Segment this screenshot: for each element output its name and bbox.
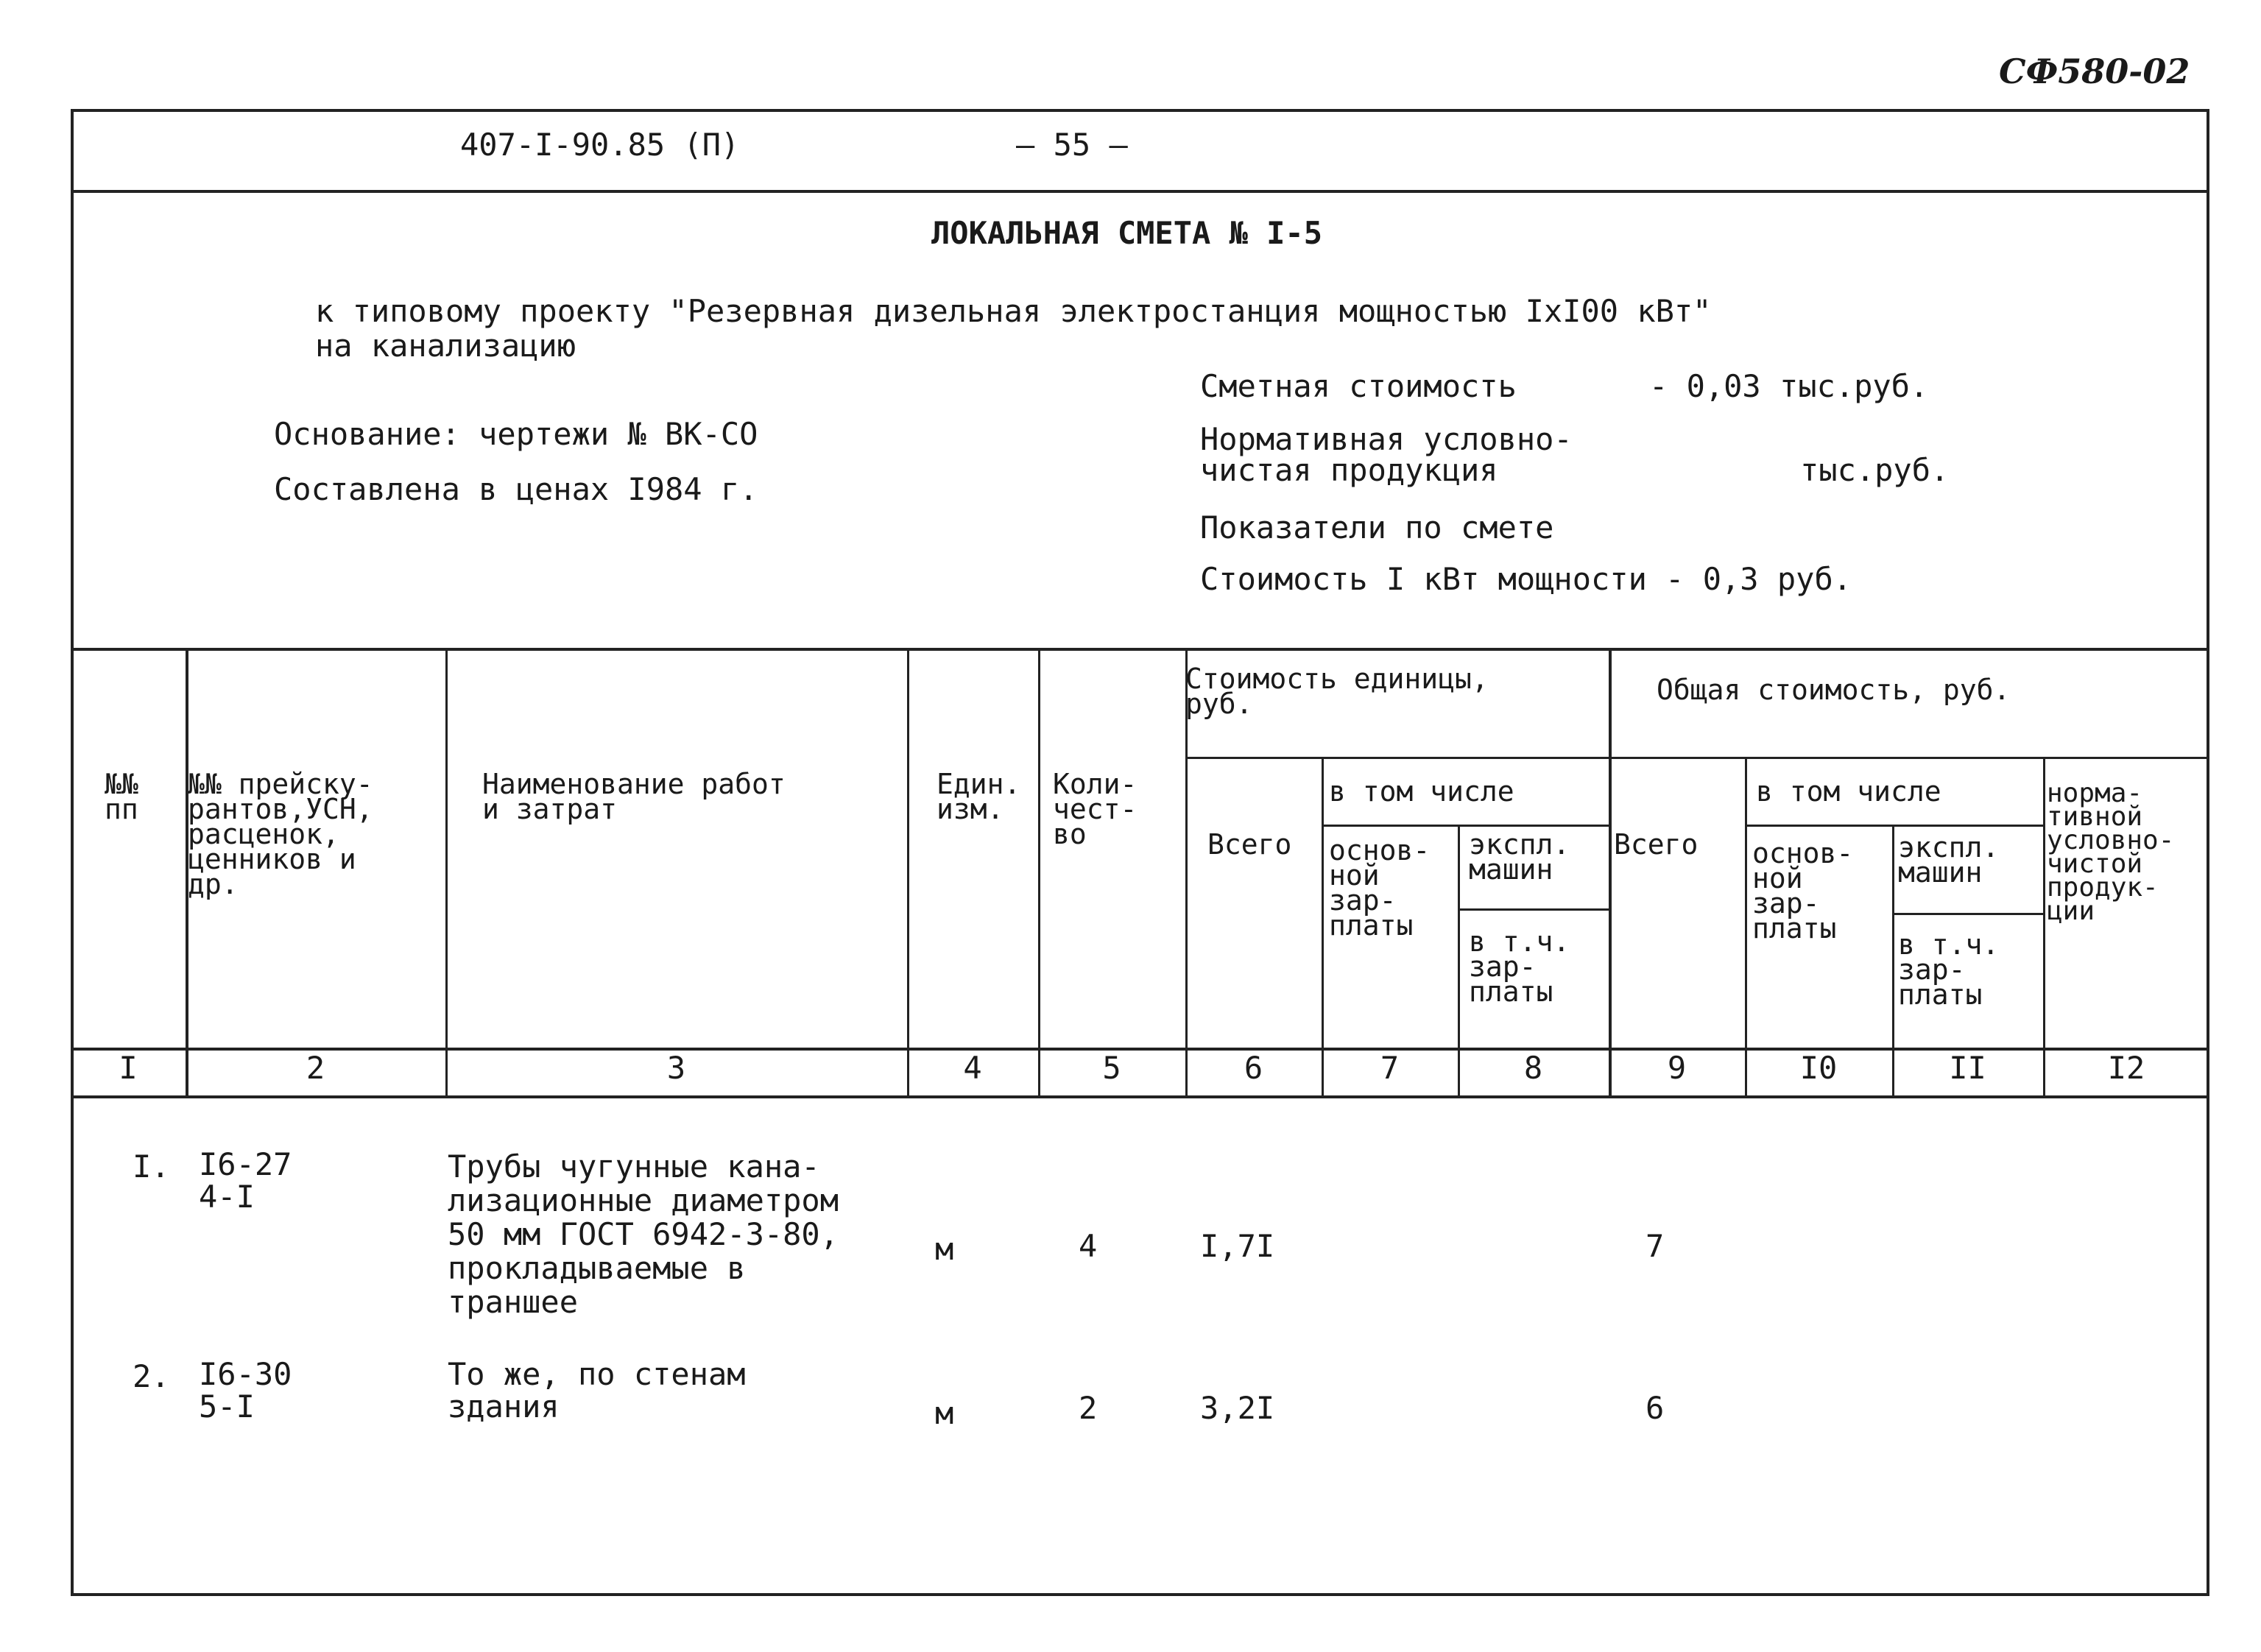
- header-overall-total: Всего: [1614, 828, 1699, 861]
- column-number: I2: [2107, 1050, 2145, 1086]
- estimate-cost-label: Сметная стоимость: [1200, 368, 1517, 404]
- row-total-cost: 7: [1646, 1228, 1665, 1264]
- col-divider-9: [1745, 757, 1747, 1097]
- row-total-cost: 6: [1646, 1390, 1665, 1426]
- col-divider-2: [445, 648, 448, 1097]
- col-divider-11: [2043, 757, 2045, 1097]
- column-number: 2: [306, 1050, 325, 1086]
- header-normative: норма- тивной условно- чистой продук- ции: [2047, 778, 2175, 926]
- row-unit-cost: 3,2I: [1200, 1390, 1275, 1426]
- header-overall-machines: экспл. машин: [1898, 831, 2000, 889]
- header-name: Наименование работ и затрат: [482, 768, 786, 825]
- column-number: 3: [666, 1050, 686, 1086]
- header-unit-base-wage: основ- ной зар- платы: [1329, 834, 1431, 942]
- table-top-border: [71, 648, 2209, 651]
- column-number: 8: [1523, 1050, 1543, 1086]
- row-unit-cost: I,7I: [1200, 1228, 1275, 1264]
- header-num: №№ пп: [105, 768, 138, 825]
- column-number: 6: [1244, 1050, 1263, 1086]
- estimate-cost-value: - 0,03 тыс.руб.: [1649, 368, 1929, 404]
- estimate-heading: ЛОКАЛЬНАЯ СМЕТА № I-5: [931, 215, 1323, 251]
- column-number: II: [1949, 1050, 1986, 1086]
- col-divider-6: [1322, 757, 1324, 1097]
- header-subdivider-unit-cost: [1185, 757, 2209, 759]
- row-quantity: 4: [1079, 1228, 1098, 1264]
- document-code: 407-I-90.85 (П): [460, 127, 740, 163]
- header-subdivider-incl-1: [1322, 825, 1609, 827]
- column-number: 9: [1667, 1050, 1687, 1086]
- column-number: I: [119, 1050, 138, 1086]
- row-number: I.: [133, 1148, 170, 1185]
- row-code: I6-30 5-I: [199, 1356, 292, 1425]
- column-number: I0: [1799, 1050, 1838, 1086]
- row-code: I6-27 4-I: [199, 1146, 292, 1215]
- header-unit-cost: Стоимость единицы, руб.: [1185, 663, 1489, 720]
- cost-per-kw: Стоимость I кВт мощности - 0,3 руб.: [1200, 561, 1852, 597]
- prices-line: Составлена в ценах I984 г.: [274, 471, 758, 507]
- col-divider-4: [1038, 648, 1040, 1097]
- header-qty: Коли- чест- во: [1053, 768, 1137, 850]
- page-number-value: 55: [1053, 127, 1091, 163]
- column-number-row-bottom: [71, 1095, 2209, 1098]
- header-unit-machines-wage: в т.ч. зар- платы: [1469, 925, 1570, 1008]
- project-line: к типовому проекту "Резервная дизельная электростанция мощностью IxI00 кВт": [315, 293, 1712, 329]
- normative-label-1: Нормативная условно-: [1200, 421, 1573, 457]
- normative-value: тыс.руб.: [1800, 452, 1950, 488]
- row-number: 2.: [133, 1358, 170, 1394]
- header-overall-incl: в том числе: [1756, 775, 1941, 808]
- header-code: №№ прейску- рантов,УСН, расценок, ценников и др.: [188, 768, 373, 900]
- header-overall-machines-wage: в т.ч. зар- платы: [1898, 928, 2000, 1011]
- header-subdivider-machines-1: [1458, 908, 1609, 911]
- indicators-label: Показатели по смете: [1200, 509, 1554, 546]
- header-total-cost: Общая стоимость, руб.: [1657, 674, 2011, 706]
- column-number: 4: [963, 1050, 982, 1086]
- header-unit-machines: экспл. машин: [1469, 828, 1570, 886]
- row-name: Трубы чугунные кана- лизационные диаметром 50 мм ГОСТ 6942-3-80, прокладываемые в траншее: [448, 1148, 839, 1320]
- header-unit-incl: в том числе: [1329, 775, 1514, 808]
- column-number: 5: [1102, 1050, 1121, 1086]
- row-unit: м: [935, 1395, 954, 1431]
- normative-label-2: чистая продукция: [1200, 452, 1498, 488]
- column-number: 7: [1380, 1050, 1400, 1086]
- header-overall-base-wage: основ- ной зар- платы: [1752, 837, 1854, 945]
- page-number: — 55 —: [1016, 127, 1128, 163]
- project-line-2: на канализацию: [315, 328, 576, 364]
- row-unit: м: [935, 1231, 954, 1267]
- header-divider: [71, 190, 2209, 193]
- col-divider-8: [1609, 648, 1612, 1097]
- basis-line: Основание: чертежи № ВК-СО: [274, 416, 758, 452]
- header-subdivider-machines-2: [1892, 913, 2043, 915]
- col-divider-3: [907, 648, 909, 1097]
- row-quantity: 2: [1079, 1390, 1098, 1426]
- row-name: То же, по стенам здания: [448, 1356, 746, 1425]
- archive-mark: СФ580-02: [1999, 52, 2190, 91]
- header-unit-total: Всего: [1207, 828, 1292, 861]
- header-unit: Един. изм.: [937, 768, 1021, 825]
